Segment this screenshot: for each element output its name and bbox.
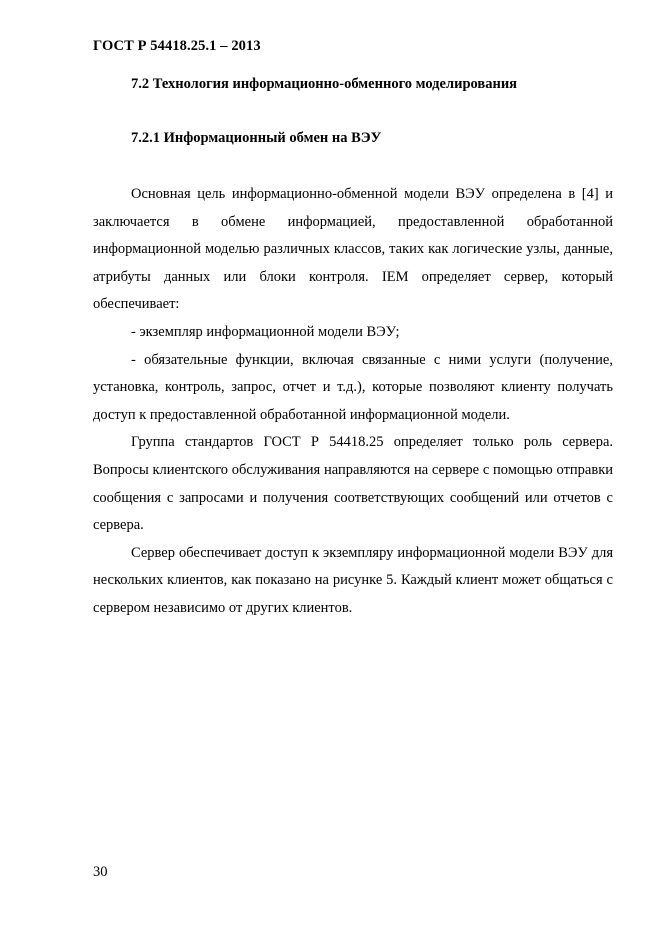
list-item-instance: - экземпляр информационной модели ВЭУ; xyxy=(131,323,400,340)
subsection-heading: 7.2.1 Информационный обмен на ВЭУ xyxy=(131,130,382,146)
page-number: 30 xyxy=(93,864,108,880)
paragraph-intro: Основная цель информационно-обменной модели ВЭУ определена в [4] и заключается в обмене информацией, предоставленной обработанной информационной моделью различных классов, таких как логические узлы, данные, атрибуты данных или блоки контроля. IEM определяет сервер, который обеспечивает: xyxy=(93,186,613,313)
paragraph-server-access: Сервер обеспечивает доступ к экземпляру информационной модели ВЭУ для нескольких клиентов, как показано на рисунке 5. Каждый клиент может общаться с сервером независимо от других клиентов. xyxy=(93,544,613,616)
list-item-functions: - обязательные функции, включая связанные с ними услуги (получение, установка, контроль, запрос, отчет и т.д.), которые позволяют клиенту получать доступ к предоставленной обработанной информационной модели. xyxy=(93,351,613,423)
document-code: ГОСТ Р 54418.25.1 – 2013 xyxy=(93,38,261,54)
body-text xyxy=(93,181,613,623)
section-heading: 7.2 Технология информационно-обменного моделирования xyxy=(131,76,518,92)
paragraph-server-role: Группа стандартов ГОСТ Р 54418.25 определяет только роль сервера. Вопросы клиентского обслуживания направляются на сервере с помощью отправки сообщения с запросами и получения соответствующих сообщений или отчетов с сервера. xyxy=(93,434,613,534)
